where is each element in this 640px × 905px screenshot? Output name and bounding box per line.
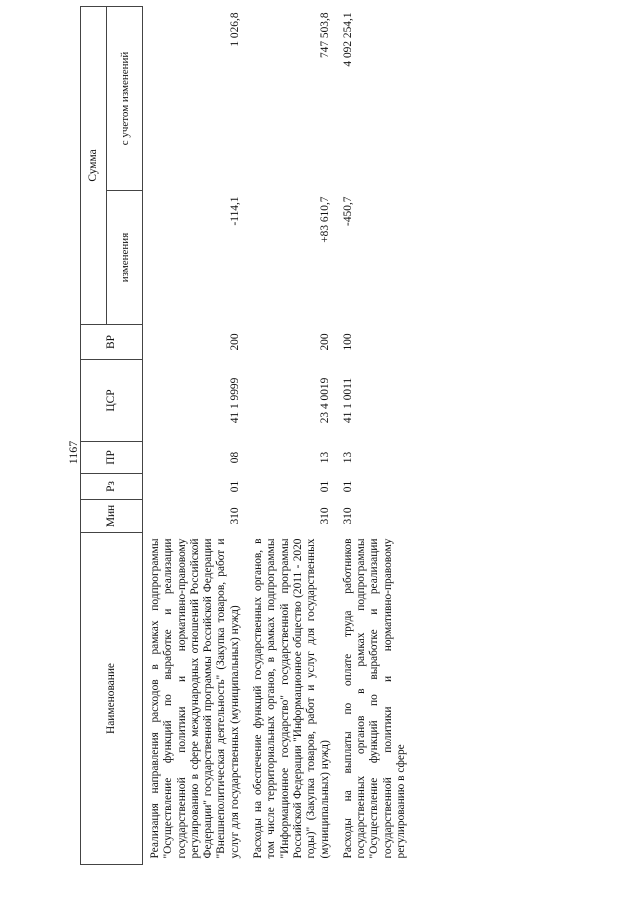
- page-number: 1167: [66, 440, 80, 465]
- header-change: изменения: [107, 191, 143, 325]
- row-name: Расходы на выплаты по оплате труда работников государственных органов в рамках подпрограммы "Осуществление функций по выработке и реализации государственной политики и нормативно-правовому регулированию в сфере: [341, 538, 408, 859]
- row-csr: 23 4 0019: [318, 377, 331, 424]
- row-rz: 01: [318, 480, 331, 493]
- header-with-change: с учетом изменений: [107, 6, 143, 190]
- header-rz: Рз: [81, 474, 143, 500]
- row-min: 310: [318, 507, 331, 525]
- header-pr: ПР: [81, 442, 143, 474]
- row-vr: 200: [318, 333, 331, 351]
- header-csr: ЦСР: [81, 360, 143, 442]
- row-pr: 13: [341, 451, 354, 464]
- row-vr: 100: [341, 333, 354, 351]
- row-rz: 01: [341, 480, 354, 493]
- header-name: Наименование: [81, 533, 143, 865]
- table-row: [143, 6, 247, 864]
- row-name: Расходы на обеспечение функций государственных органов, в том числе территориальных органов, в рамках подпрограммы "Информационное государство" государственной программы Российской Федерации "Информационное общество (2011 - 2020 годы)" (Закупка товаров, работ и услуг для государственных (муниципальных) нужд): [252, 538, 331, 859]
- row-min: 310: [228, 507, 241, 525]
- table-row: [336, 6, 434, 864]
- budget-table: [80, 6, 434, 865]
- row-with-change: 4 092 254,1: [341, 12, 354, 67]
- row-name: Реализация направления расходов в рамках подпрограммы "Осуществление функций по выработке и реализации государственной политики и нормативно-правовому регулированию в сфере международных отношений Российской Федерации" государственной программы Российской Федерации "Внешнеполитическая деятельность" (Закупка товаров, работ и услуг для государственных (муниципальных) нужд): [149, 538, 241, 859]
- row-with-change: 1 026,8: [228, 12, 241, 47]
- row-vr: 200: [228, 333, 241, 351]
- row-csr: 41 1 9999: [228, 377, 241, 424]
- row-change: -450,7: [341, 196, 354, 226]
- row-min: 310: [341, 507, 354, 525]
- row-name-cell: [336, 533, 434, 865]
- header-vr: ВР: [81, 325, 143, 360]
- header-sum: Сумма: [81, 6, 107, 324]
- row-pr: 08: [228, 451, 241, 464]
- row-with-change: 747 503,8: [318, 12, 331, 59]
- row-change: -114,1: [228, 196, 241, 226]
- row-csr: 41 1 0011: [341, 377, 354, 424]
- header-min: Мин: [81, 500, 143, 533]
- row-change: +83 610,7: [318, 196, 331, 243]
- row-pr: 13: [318, 451, 331, 464]
- table-row: [246, 6, 336, 864]
- row-rz: 01: [228, 480, 241, 493]
